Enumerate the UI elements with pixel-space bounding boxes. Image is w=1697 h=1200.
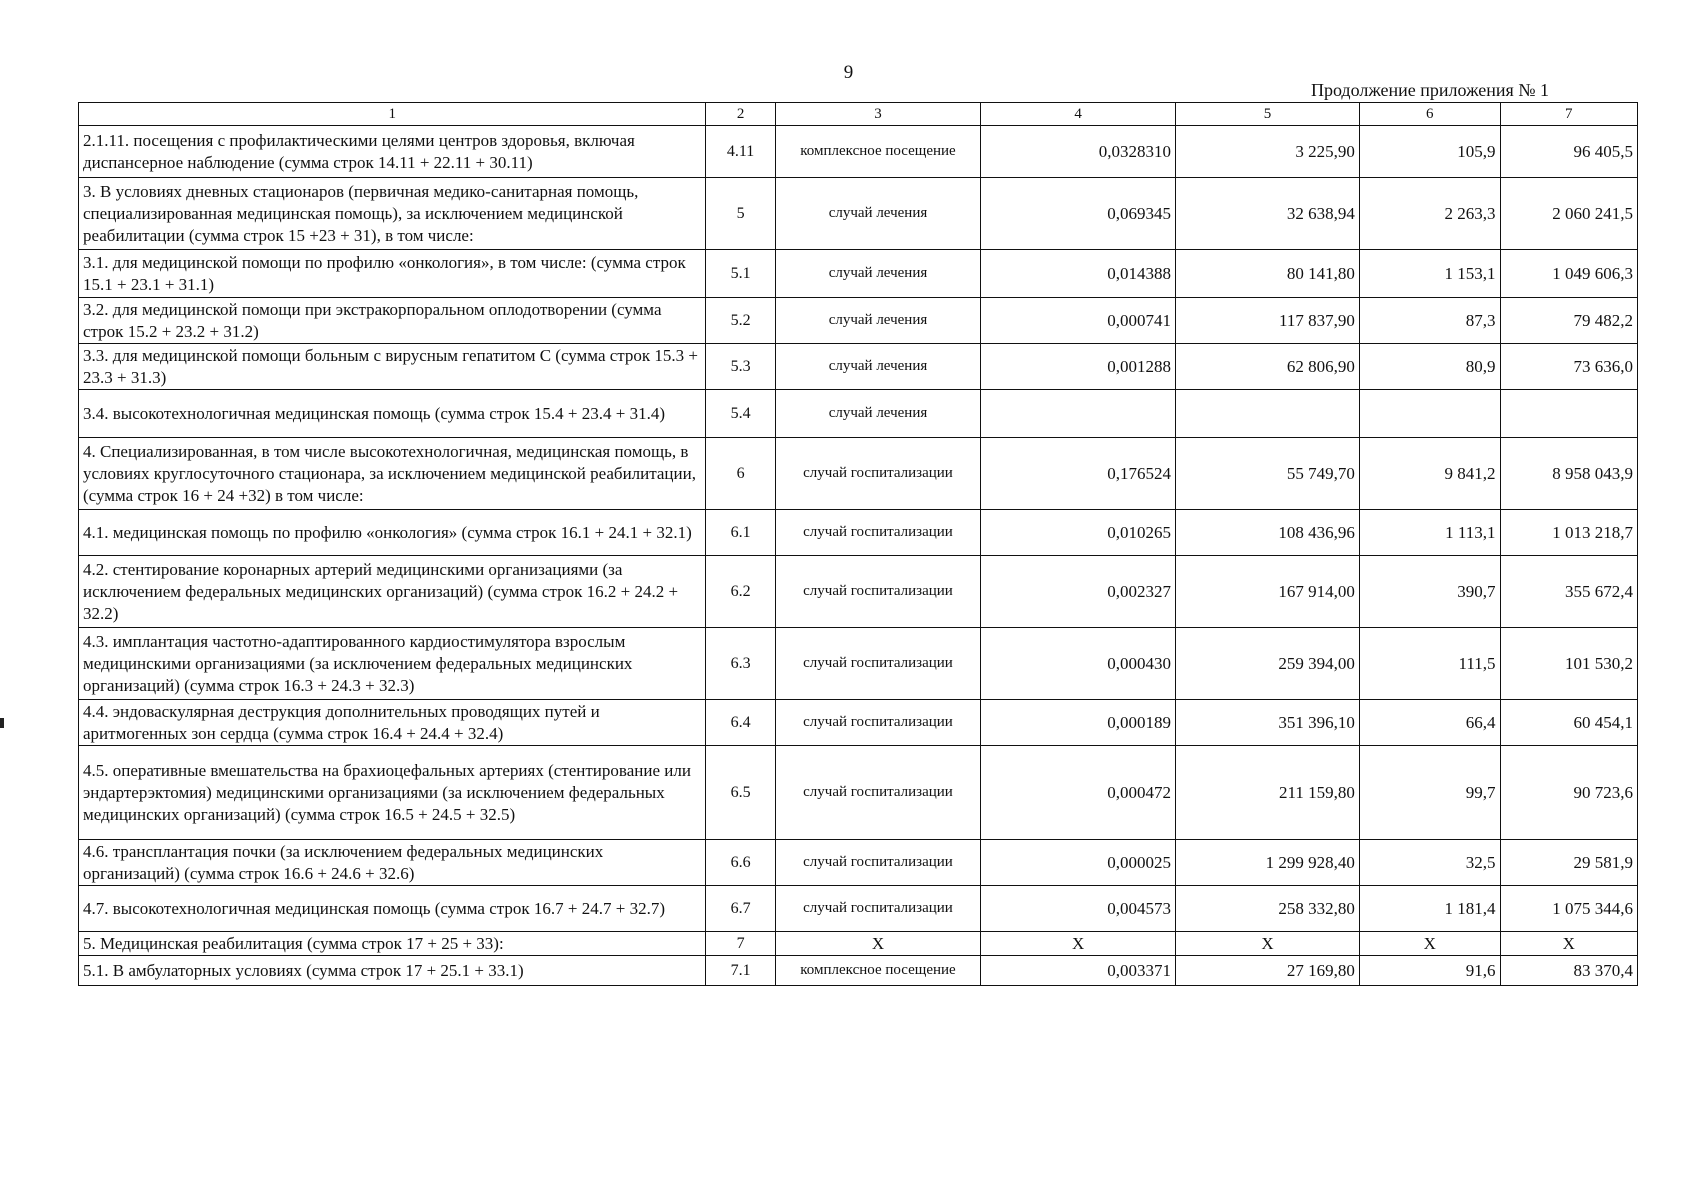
table-row — [79, 932, 1638, 956]
row-number: 6.3 — [706, 628, 775, 700]
unit-of-measure: случай госпитализации — [775, 700, 981, 746]
volume-value: Х — [981, 932, 1176, 956]
per-capita-value: 9 841,2 — [1359, 438, 1500, 510]
row-title: 4.6. трансплантация почки (за исключением федеральных медицинских организаций) (сумма строк 16.6 + 24.6 + 32.6) — [79, 840, 706, 886]
row-number: 6.2 — [706, 556, 775, 628]
scan-edge-mark — [0, 718, 4, 728]
volume-value: 0,002327 — [981, 556, 1176, 628]
column-header-6: 6 — [1359, 103, 1500, 126]
data-table — [78, 102, 1638, 986]
total-value: 101 530,2 — [1500, 628, 1637, 700]
row-title: 4.5. оперативные вмешательства на брахиоцефальных артериях (стентирование или эндартерэктомия) медицинскими организациями (за исключением федеральных медицинских организаций) (сумма строк 16.5 + 24.5 + 32.5) — [79, 746, 706, 840]
cost-per-unit: 108 436,96 — [1176, 510, 1360, 556]
column-header-3: 3 — [775, 103, 981, 126]
unit-of-measure: случай госпитализации — [775, 840, 981, 886]
cost-per-unit: 1 299 928,40 — [1176, 840, 1360, 886]
per-capita-value: 87,3 — [1359, 298, 1500, 344]
row-number: 6.6 — [706, 840, 775, 886]
unit-of-measure: случай госпитализации — [775, 510, 981, 556]
row-title: 4. Специализированная, в том числе высокотехнологичная, медицинская помощь, в условиях круглосуточного стационара, за исключением медицинской реабилитации,(сумма строк 16 + 24 +32) в том числе: — [79, 438, 706, 510]
table-row — [79, 250, 1638, 298]
total-value: 29 581,9 — [1500, 840, 1637, 886]
column-header-5: 5 — [1176, 103, 1360, 126]
unit-of-measure: случай госпитализации — [775, 556, 981, 628]
table-row — [79, 700, 1638, 746]
total-value: 1 075 344,6 — [1500, 886, 1637, 932]
total-value: 83 370,4 — [1500, 956, 1637, 986]
row-number: 5.3 — [706, 344, 775, 390]
per-capita-value: 32,5 — [1359, 840, 1500, 886]
table-row — [79, 556, 1638, 628]
table-row — [79, 438, 1638, 510]
unit-of-measure: Х — [775, 932, 981, 956]
cost-per-unit: 117 837,90 — [1176, 298, 1360, 344]
row-number: 6.7 — [706, 886, 775, 932]
total-value: Х — [1500, 932, 1637, 956]
row-title: 4.4. эндоваскулярная деструкция дополнительных проводящих путей и аритмогенных зон сердца (сумма строк 16.4 + 24.4 + 32.4) — [79, 700, 706, 746]
table-row — [79, 956, 1638, 986]
unit-of-measure: случай госпитализации — [775, 886, 981, 932]
unit-of-measure: случай лечения — [775, 390, 981, 438]
per-capita-value: 105,9 — [1359, 126, 1500, 178]
total-value: 60 454,1 — [1500, 700, 1637, 746]
cost-per-unit: 62 806,90 — [1176, 344, 1360, 390]
row-title: 3.3. для медицинской помощи больным с вирусным гепатитом С (сумма строк 15.3 + 23.3 + 31.3) — [79, 344, 706, 390]
row-number: 5.4 — [706, 390, 775, 438]
volume-value: 0,000741 — [981, 298, 1176, 344]
per-capita-value: Х — [1359, 932, 1500, 956]
unit-of-measure: комплексное посещение — [775, 126, 981, 178]
row-number: 6.5 — [706, 746, 775, 840]
unit-of-measure: случай лечения — [775, 178, 981, 250]
volume-value: 0,014388 — [981, 250, 1176, 298]
volume-value: 0,000430 — [981, 628, 1176, 700]
table-row — [79, 510, 1638, 556]
row-title: 4.2. стентирование коронарных артерий медицинскими организациями (за исключением федеральных медицинских организаций) (сумма строк 16.2 + 24.2 + 32.2) — [79, 556, 706, 628]
per-capita-value: 1 181,4 — [1359, 886, 1500, 932]
column-header-1: 1 — [79, 103, 706, 126]
row-number: 5.2 — [706, 298, 775, 344]
volume-value: 0,069345 — [981, 178, 1176, 250]
row-title: 5.1. В амбулаторных условиях (сумма строк 17 + 25.1 + 33.1) — [79, 956, 706, 986]
total-value: 2 060 241,5 — [1500, 178, 1637, 250]
per-capita-value: 91,6 — [1359, 956, 1500, 986]
cost-per-unit: 259 394,00 — [1176, 628, 1360, 700]
column-header-4: 4 — [981, 103, 1176, 126]
cost-per-unit — [1176, 390, 1360, 438]
row-title: 3.4. высокотехнологичная медицинская помощь (сумма строк 15.4 + 23.4 + 31.4) — [79, 390, 706, 438]
cost-per-unit: 32 638,94 — [1176, 178, 1360, 250]
row-title: 4.3. имплантация частотно-адаптированного кардиостимулятора взрослым медицинскими организациями (за исключением федеральных медицинских организаций) (сумма строк 16.3 + 24.3 + 32.3) — [79, 628, 706, 700]
row-title: 4.7. высокотехнологичная медицинская помощь (сумма строк 16.7 + 24.7 + 32.7) — [79, 886, 706, 932]
volume-value: 0,003371 — [981, 956, 1176, 986]
row-number: 7.1 — [706, 956, 775, 986]
volume-value: 0,000472 — [981, 746, 1176, 840]
column-header-2: 2 — [706, 103, 775, 126]
total-value: 96 405,5 — [1500, 126, 1637, 178]
volume-value: 0,000189 — [981, 700, 1176, 746]
table-row — [79, 126, 1638, 178]
row-number: 7 — [706, 932, 775, 956]
total-value: 1 013 218,7 — [1500, 510, 1637, 556]
volume-value: 0,004573 — [981, 886, 1176, 932]
cost-per-unit: 258 332,80 — [1176, 886, 1360, 932]
per-capita-value: 66,4 — [1359, 700, 1500, 746]
table-row — [79, 746, 1638, 840]
cost-per-unit: 55 749,70 — [1176, 438, 1360, 510]
row-number: 6 — [706, 438, 775, 510]
row-title: 2.1.11. посещения с профилактическими целями центров здоровья, включая диспансерное наблюдение (сумма строк 14.11 + 22.11 + 30.11) — [79, 126, 706, 178]
per-capita-value: 1 153,1 — [1359, 250, 1500, 298]
table-row — [79, 344, 1638, 390]
volume-value: 0,000025 — [981, 840, 1176, 886]
unit-of-measure: случай лечения — [775, 298, 981, 344]
volume-value — [981, 390, 1176, 438]
total-value: 73 636,0 — [1500, 344, 1637, 390]
cost-per-unit: 80 141,80 — [1176, 250, 1360, 298]
row-title: 3.1. для медицинской помощи по профилю «онкология», в том числе: (сумма строк 15.1 + 23.1 + 31.1) — [79, 250, 706, 298]
volume-value: 0,010265 — [981, 510, 1176, 556]
volume-value: 0,0328310 — [981, 126, 1176, 178]
table-row — [79, 628, 1638, 700]
total-value: 79 482,2 — [1500, 298, 1637, 344]
total-value — [1500, 390, 1637, 438]
unit-of-measure: случай лечения — [775, 250, 981, 298]
table-row — [79, 840, 1638, 886]
row-title: 4.1. медицинская помощь по профилю «онкология» (сумма строк 16.1 + 24.1 + 32.1) — [79, 510, 706, 556]
per-capita-value — [1359, 390, 1500, 438]
per-capita-value: 390,7 — [1359, 556, 1500, 628]
cost-per-unit: 167 914,00 — [1176, 556, 1360, 628]
row-title: 3. В условиях дневных стационаров (первичная медико-санитарная помощь, специализированная медицинская помощь), за исключением медицинской реабилитации (сумма строк 15 +23 + 31), в том числе: — [79, 178, 706, 250]
unit-of-measure: случай госпитализации — [775, 628, 981, 700]
unit-of-measure: комплексное посещение — [775, 956, 981, 986]
unit-of-measure: случай госпитализации — [775, 438, 981, 510]
continuation-caption: Продолжение приложения № 1 — [1310, 80, 1549, 100]
table-row — [79, 178, 1638, 250]
unit-of-measure: случай лечения — [775, 344, 981, 390]
row-number: 6.1 — [706, 510, 775, 556]
row-title: 3.2. для медицинской помощи при экстракорпоральном оплодотворении (сумма строк 15.2 + 23.2 + 31.2) — [79, 298, 706, 344]
volume-value: 0,176524 — [981, 438, 1176, 510]
total-value: 1 049 606,3 — [1500, 250, 1637, 298]
cost-per-unit: 3 225,90 — [1176, 126, 1360, 178]
table-row — [79, 390, 1638, 438]
total-value: 90 723,6 — [1500, 746, 1637, 840]
unit-of-measure: случай госпитализации — [775, 746, 981, 840]
row-number: 5 — [706, 178, 775, 250]
row-number: 6.4 — [706, 700, 775, 746]
row-number: 5.1 — [706, 250, 775, 298]
cost-per-unit: 351 396,10 — [1176, 700, 1360, 746]
per-capita-value: 111,5 — [1359, 628, 1500, 700]
row-number: 4.11 — [706, 126, 775, 178]
page-number: 9 — [843, 62, 854, 83]
per-capita-value: 2 263,3 — [1359, 178, 1500, 250]
table-row — [79, 298, 1638, 344]
header-row — [79, 103, 1638, 126]
column-header-7: 7 — [1500, 103, 1637, 126]
cost-per-unit: 211 159,80 — [1176, 746, 1360, 840]
per-capita-value: 1 113,1 — [1359, 510, 1500, 556]
per-capita-value: 99,7 — [1359, 746, 1500, 840]
volume-value: 0,001288 — [981, 344, 1176, 390]
cost-per-unit: 27 169,80 — [1176, 956, 1360, 986]
total-value: 8 958 043,9 — [1500, 438, 1637, 510]
table-row — [79, 886, 1638, 932]
per-capita-value: 80,9 — [1359, 344, 1500, 390]
cost-per-unit: Х — [1176, 932, 1360, 956]
row-title: 5. Медицинская реабилитация (сумма строк 17 + 25 + 33): — [79, 932, 706, 956]
total-value: 355 672,4 — [1500, 556, 1637, 628]
